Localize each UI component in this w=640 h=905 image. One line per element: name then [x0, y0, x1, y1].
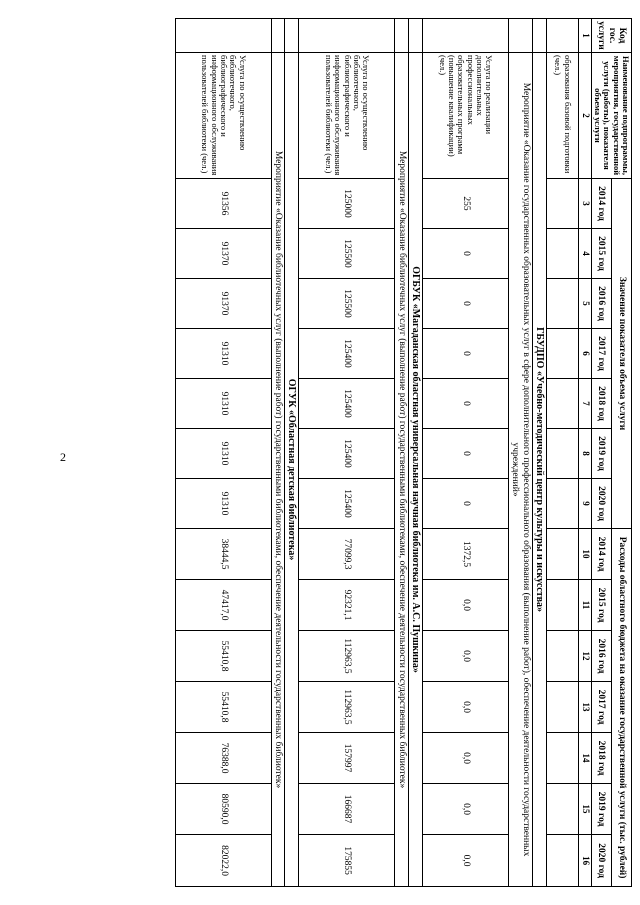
column-number: 14: [578, 733, 591, 784]
year-header: 2017 год: [591, 682, 611, 733]
cell-code: [422, 19, 508, 53]
cell-expense: 0,0: [422, 835, 508, 887]
cell-empty: [546, 580, 578, 631]
cell-expense: 112963,5: [299, 631, 395, 682]
cell-empty: [271, 19, 284, 53]
column-number: 13: [578, 682, 591, 733]
cell-empty: [546, 329, 578, 379]
cell-expense: 55410,8: [175, 631, 271, 682]
cell-expense: 166687: [299, 784, 395, 835]
cell-volume: 91356: [175, 179, 271, 229]
cell-empty: [546, 179, 578, 229]
year-header: 2017 год: [591, 329, 611, 379]
cell-empty: [546, 229, 578, 279]
year-header: 2016 год: [591, 631, 611, 682]
cell-expense: 175855: [299, 835, 395, 887]
cell-volume: 125400: [299, 429, 395, 479]
year-header: 2014 год: [591, 179, 611, 229]
column-number: 1: [578, 19, 591, 53]
cell-expense: 157997: [299, 733, 395, 784]
org-title: ОГБУК «Магаданская областная универсальная научная библиотека им. А.С. Пушкина»: [408, 53, 422, 887]
col-name-header: Наименование подпрограммы, мероприятия, государственной услуги (работы), показателя объема услуги: [591, 53, 631, 179]
cell-expense: 47417,0: [175, 580, 271, 631]
section-event-row: [395, 19, 408, 887]
cell-code: [175, 19, 271, 53]
cell-empty: [546, 429, 578, 479]
cell-empty: [546, 379, 578, 429]
cell-empty: [546, 631, 578, 682]
column-number: 16: [578, 835, 591, 887]
cell-expense: 80590,0: [175, 784, 271, 835]
table-row-prev: [546, 19, 578, 887]
cell-expense: 38444,5: [175, 529, 271, 580]
header-row-groups: [611, 19, 631, 887]
cell-empty: [546, 682, 578, 733]
cell-expense: 1372,5: [422, 529, 508, 580]
services-table: [175, 18, 632, 887]
column-number: 7: [578, 379, 591, 429]
section-org-row: [532, 19, 546, 887]
cell-volume: 125400: [299, 379, 395, 429]
cell-volume: 91310: [175, 429, 271, 479]
year-header: 2019 год: [591, 429, 611, 479]
cell-empty: [546, 479, 578, 529]
cell-name: Услуга по осуществлению библиотечного, библиографического и информационного обслуживания пользователей библиотеки (чел.): [175, 53, 271, 179]
cell-empty: [546, 279, 578, 329]
event-title: Мероприятие «Оказание государственных образовательных услуг в сфере дополнительного профессионального образования (выполнение работ), обеспечение деятельности государственных учреждений»: [508, 53, 532, 887]
cell-expense: 0,0: [422, 733, 508, 784]
cell-empty: [546, 835, 578, 887]
cell-empty: [285, 19, 299, 53]
column-number: 15: [578, 784, 591, 835]
section-org-row: [285, 19, 299, 887]
column-number: 4: [578, 229, 591, 279]
cell-volume: 91310: [175, 329, 271, 379]
org-title: ОГУК «Областная детская библиотека»: [285, 53, 299, 887]
table-row: [422, 19, 508, 887]
cell-volume: 91370: [175, 279, 271, 329]
cell-volume: 125500: [299, 229, 395, 279]
cell-volume: 0: [422, 429, 508, 479]
cell-empty: [546, 529, 578, 580]
cell-code: [546, 19, 578, 53]
column-number: 8: [578, 429, 591, 479]
cell-volume: 255: [422, 179, 508, 229]
cell-volume: 91370: [175, 229, 271, 279]
cell-empty: [395, 19, 408, 53]
cell-volume: 125400: [299, 329, 395, 379]
table-row: [299, 19, 395, 887]
cell-volume: 0: [422, 329, 508, 379]
cell-expense: 76388,0: [175, 733, 271, 784]
cell-name: образования базовой подготовки (чел.): [546, 53, 578, 179]
org-title: ГБУДПО «Учебно-методический центр культуры и искусства»: [532, 53, 546, 887]
column-number: 10: [578, 529, 591, 580]
year-header: 2014 год: [591, 529, 611, 580]
column-number: 12: [578, 631, 591, 682]
cell-volume: 91310: [175, 379, 271, 429]
cell-volume: 125500: [299, 279, 395, 329]
document-sheet: [100, 0, 640, 905]
year-header: 2020 год: [591, 835, 611, 887]
cell-volume: 91310: [175, 479, 271, 529]
section-event-row: [508, 19, 532, 887]
cell-volume: 0: [422, 279, 508, 329]
event-title: Мероприятие «Оказание библиотечных услуг (выполнение работ) государственными библиотеками, обеспечение деятельности государственных библиотек»: [395, 53, 408, 887]
cell-expense: 0,0: [422, 631, 508, 682]
year-header: 2018 год: [591, 733, 611, 784]
column-number: 9: [578, 479, 591, 529]
column-number: 2: [578, 53, 591, 179]
cell-empty: [508, 19, 532, 53]
cell-expense: 112963,5: [299, 682, 395, 733]
cell-name: Услуга по реализации дополнительных профессиональных образовательных программ (повышение квалификации) (чел.): [422, 53, 508, 179]
cell-expense: 77099,3: [299, 529, 395, 580]
year-header: 2020 год: [591, 479, 611, 529]
cell-volume: 125400: [299, 479, 395, 529]
cell-expense: 92321,1: [299, 580, 395, 631]
col-code-header: Код гос. услуги: [591, 19, 631, 53]
column-number: 6: [578, 329, 591, 379]
column-number-row: [578, 19, 591, 887]
cell-empty: [532, 19, 546, 53]
cell-expense: 0,0: [422, 580, 508, 631]
section-event-row: [271, 19, 284, 887]
cell-expense: 0,0: [422, 682, 508, 733]
column-number: 11: [578, 580, 591, 631]
cell-empty: [408, 19, 422, 53]
event-title: Мероприятие «Оказание библиотечных услуг (выполнение работ) государственными библиотеками, обеспечение деятельности государственных библиотек»: [271, 53, 284, 887]
cell-expense: 82022,0: [175, 835, 271, 887]
cell-volume: 0: [422, 379, 508, 429]
cell-name: Услуга по осуществлению библиотечного, библиографического и информационного обслуживания пользователей библиотеки (чел.): [299, 53, 395, 179]
table-row: [175, 19, 271, 887]
cell-code: [299, 19, 395, 53]
rotated-page: [80, 0, 640, 905]
column-number: 3: [578, 179, 591, 229]
cell-expense: 0,0: [422, 784, 508, 835]
cell-volume: 0: [422, 229, 508, 279]
year-header: 2016 год: [591, 279, 611, 329]
year-header: 2019 год: [591, 784, 611, 835]
year-header: 2015 год: [591, 229, 611, 279]
cell-empty: [546, 733, 578, 784]
cell-volume: 125000: [299, 179, 395, 229]
expense-group-header: Расходы областного бюджета на оказание государственной услуги (тыс. рублей): [611, 529, 631, 887]
cell-volume: 0: [422, 479, 508, 529]
page-number: 2: [60, 450, 66, 464]
cell-expense: 55410,8: [175, 682, 271, 733]
volume-group-header: Значение показателя объема услуги: [611, 179, 631, 529]
column-number: 5: [578, 279, 591, 329]
section-org-row: [408, 19, 422, 887]
year-header: 2018 год: [591, 379, 611, 429]
year-header: 2015 год: [591, 580, 611, 631]
cell-empty: [546, 784, 578, 835]
